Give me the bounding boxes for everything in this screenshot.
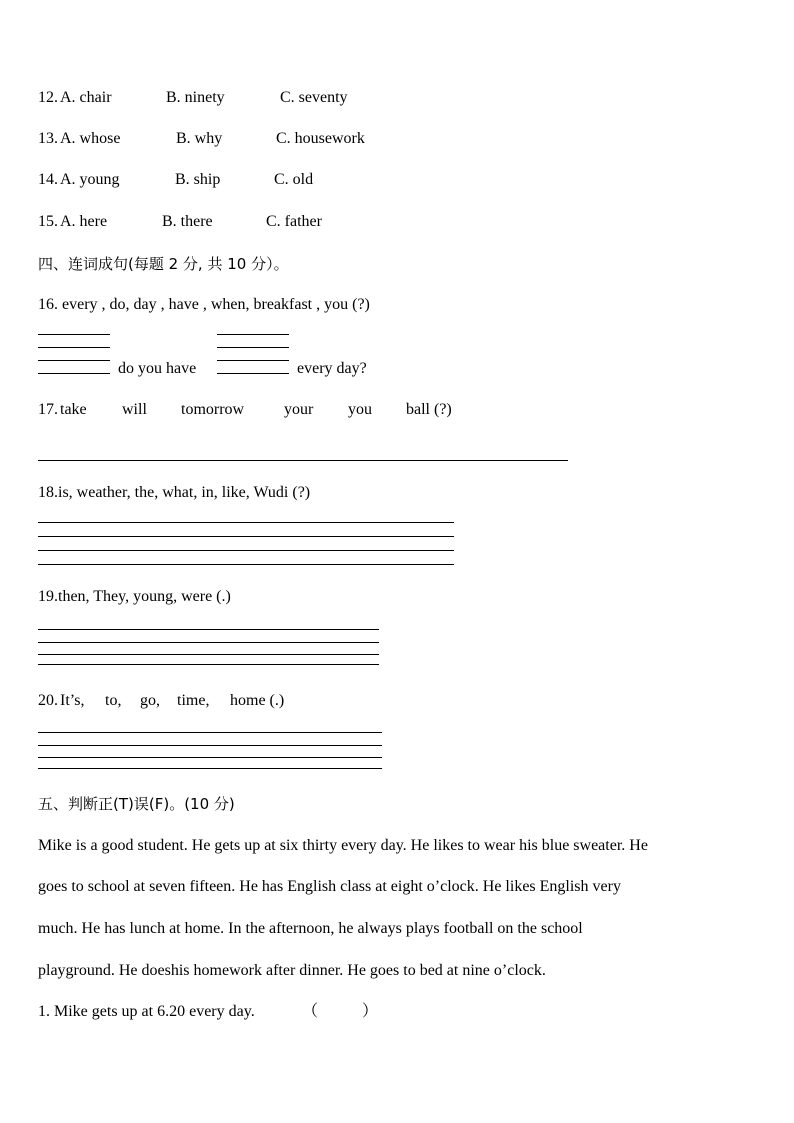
- question-text: 1. Mike gets up at 6.20 every day.: [38, 1003, 255, 1020]
- answer-line: [38, 536, 454, 537]
- item-number: 15.: [38, 213, 58, 230]
- q18-prompt: 18.is, weather, the, what, in, like, Wudi (?): [38, 484, 311, 501]
- passage-line: goes to school at seven fifteen. He has English class at eight o’clock. He likes English very: [38, 878, 621, 895]
- option-a: A. chair: [60, 89, 112, 106]
- option-b: B. there: [162, 213, 213, 230]
- option-b: B. ninety: [166, 89, 225, 106]
- passage-line: Mike is a good student. He gets up at six thirty every day. He likes to wear his blue sweater. He: [38, 837, 648, 854]
- word: It’s,: [60, 692, 85, 709]
- answer-line: [38, 768, 382, 769]
- answer-line: [38, 460, 568, 461]
- answer-line: [217, 360, 289, 361]
- answer-paren-open: （: [302, 1003, 319, 1020]
- word: will: [122, 401, 147, 418]
- option-b: B. ship: [175, 171, 221, 188]
- option-c: C. old: [274, 171, 314, 188]
- answer-line: [38, 373, 110, 374]
- word: home (.): [230, 692, 285, 709]
- answer-line: [38, 629, 379, 630]
- answer-line: [38, 732, 382, 733]
- word: you: [348, 401, 372, 418]
- answer-line: [38, 334, 110, 335]
- item-number: 13.: [38, 130, 58, 147]
- option-a: A. young: [60, 171, 120, 188]
- option-c: C. housework: [276, 130, 365, 147]
- q17-number: 17.: [38, 401, 58, 418]
- answer-paren-close: ）: [362, 1003, 379, 1020]
- word: your: [284, 401, 314, 418]
- answer-line: [38, 654, 379, 655]
- answer-line: [38, 360, 110, 361]
- answer-line: [38, 564, 454, 565]
- answer-line: [217, 347, 289, 348]
- passage-line: playground. He doeshis homework after dinner. He goes to bed at nine o’clock.: [38, 962, 546, 979]
- answer-line: [38, 664, 379, 665]
- option-c: C. father: [266, 213, 322, 230]
- answer-line: [217, 334, 289, 335]
- word: ball (?): [406, 401, 452, 418]
- answer-line: [217, 373, 289, 374]
- option-a: A. here: [60, 213, 108, 230]
- answer-line: [38, 642, 379, 643]
- section-4-heading: 四、连词成句(每题 2 分, 共 10 分）。: [38, 255, 289, 273]
- word: take: [60, 401, 87, 418]
- option-b: B. why: [176, 130, 223, 147]
- answer-line: [38, 347, 110, 348]
- section-5-heading: 五、判断正(T)误(F)。(10 分): [38, 795, 235, 813]
- item-number: 14.: [38, 171, 58, 188]
- q19-prompt: 19.then, They, young, were (.): [38, 588, 231, 605]
- word: tomorrow: [181, 401, 245, 418]
- passage-line: much. He has lunch at home. In the afternoon, he always plays football on the school: [38, 920, 583, 937]
- q16-mid-text: do you have: [118, 360, 197, 377]
- option-a: A. whose: [60, 130, 121, 147]
- word: go,: [140, 692, 160, 709]
- option-c: C. seventy: [280, 89, 348, 106]
- q20-number: 20.: [38, 692, 58, 709]
- answer-line: [38, 522, 454, 523]
- answer-blank[interactable]: [318, 1002, 362, 1022]
- item-number: 12.: [38, 89, 58, 106]
- word: to,: [105, 692, 122, 709]
- answer-line: [38, 745, 382, 746]
- answer-line: [38, 550, 454, 551]
- q16-prompt: 16. every , do, day , have , when, breakfast , you (?): [38, 296, 370, 313]
- word: time,: [177, 692, 210, 709]
- q16-end-text: every day?: [297, 360, 367, 377]
- answer-line: [38, 757, 382, 758]
